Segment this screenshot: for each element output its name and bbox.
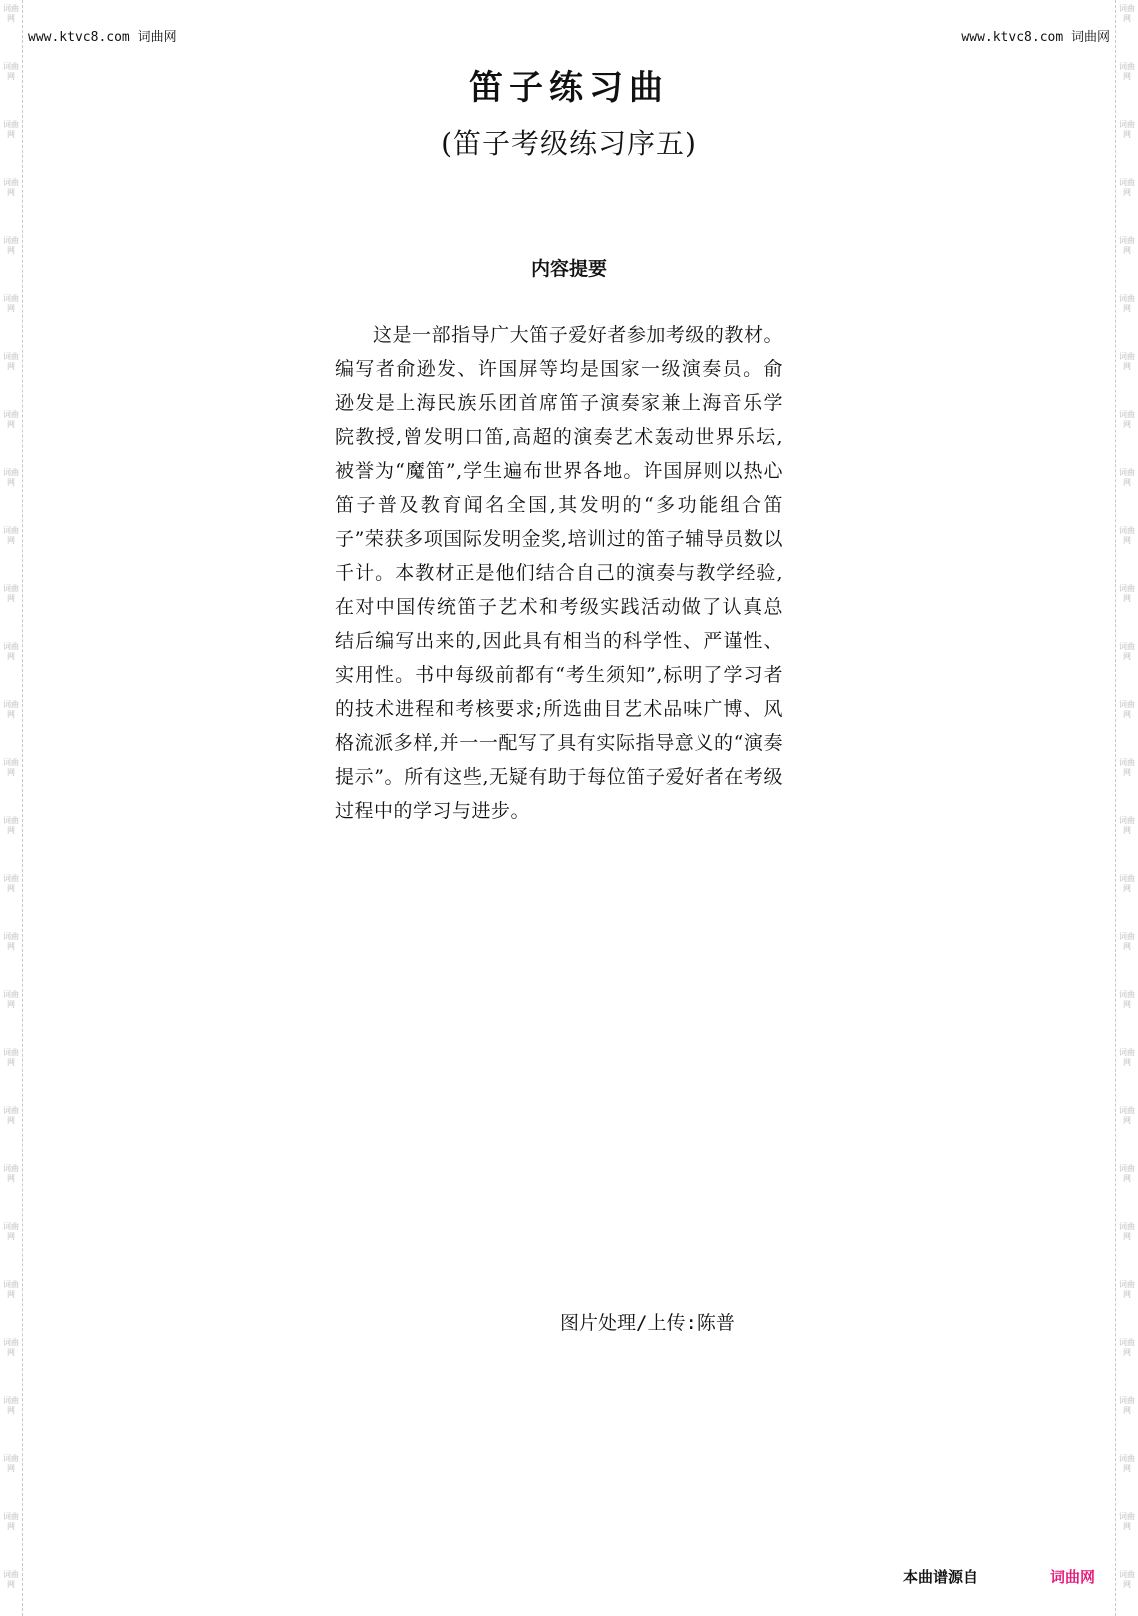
watermark-mark: 词曲网 <box>3 62 19 81</box>
watermark-mark: 词曲网 <box>1119 1222 1135 1241</box>
watermark-mark: 词曲网 <box>1119 874 1135 893</box>
watermark-mark: 词曲网 <box>3 642 19 661</box>
left-watermark-strip <box>0 0 23 1616</box>
watermark-mark: 词曲网 <box>3 526 19 545</box>
watermark-mark: 词曲网 <box>1119 294 1135 313</box>
header-url-left[interactable]: www.ktvc8.com 词曲网 <box>28 30 177 45</box>
watermark-mark: 词曲网 <box>3 352 19 371</box>
watermark-mark: 词曲网 <box>3 1512 19 1531</box>
watermark-mark: 词曲网 <box>3 932 19 951</box>
watermark-mark: 词曲网 <box>3 700 19 719</box>
watermark-mark: 词曲网 <box>1119 1338 1135 1357</box>
watermark-mark: 词曲网 <box>1119 642 1135 661</box>
watermark-mark: 词曲网 <box>3 758 19 777</box>
watermark-mark: 词曲网 <box>3 236 19 255</box>
watermark-mark: 词曲网 <box>1119 468 1135 487</box>
watermark-mark: 词曲网 <box>1119 1454 1135 1473</box>
watermark-mark: 词曲网 <box>1119 1396 1135 1415</box>
page-title: 笛子练习曲 <box>469 68 669 108</box>
watermark-mark: 词曲网 <box>1119 178 1135 197</box>
watermark-mark: 词曲网 <box>3 1280 19 1299</box>
abstract-body: 这是一部指导广大笛子爱好者参加考级的教材。编写者俞逊发、许国屏等均是国家一级演奏员。俞逊发是上海民族乐团首席笛子演奏家兼上海音乐学院教授,曾发明口笛,高超的演奏艺术轰动世界乐坛,被誉为“魔笛”,学生遍布世界各地。许国屏则以热心笛子普及教育闻名全国,其发明的“多功能组合笛子”荣获多项国际发明金奖,培训过的笛子辅导员数以千计。本教材正是他们结合自己的演奏与教学经验,在对中国传统笛子艺术和考级实践活动做了认真总结后编写出来的,因此具有相当的科学性、严谨性、实用性。书中每级前都有“考生须知”,标明了学习者的技术进程和考核要求;所选曲目艺术品味广博、风格流派多样,并一一配写了具有实际指导意义的“演奏提示”。所有这些,无疑有助于每位笛子爱好者在考级过程中的学习与进步。 <box>335 324 783 822</box>
watermark-mark: 词曲网 <box>1119 1570 1135 1589</box>
watermark-mark: 词曲网 <box>3 584 19 603</box>
watermark-mark: 词曲网 <box>1119 816 1135 835</box>
watermark-mark: 词曲网 <box>3 1338 19 1357</box>
watermark-mark: 词曲网 <box>1119 758 1135 777</box>
watermark-mark: 词曲网 <box>3 1048 19 1067</box>
watermark-mark: 词曲网 <box>1119 410 1135 429</box>
watermark-mark: 词曲网 <box>3 120 19 139</box>
watermark-mark: 词曲网 <box>3 1164 19 1183</box>
watermark-mark: 词曲网 <box>3 1106 19 1125</box>
header-url-right[interactable]: www.ktvc8.com 词曲网 <box>961 30 1110 45</box>
abstract-heading: 内容提要 <box>530 258 607 280</box>
footer-brand-link[interactable]: 词曲网 <box>1050 1568 1096 1586</box>
watermark-mark: 词曲网 <box>3 1570 19 1589</box>
right-watermark-strip <box>1115 0 1138 1616</box>
watermark-mark: 词曲网 <box>1119 526 1135 545</box>
watermark-mark: 词曲网 <box>1119 700 1135 719</box>
watermark-mark: 词曲网 <box>1119 120 1135 139</box>
watermark-mark: 词曲网 <box>1119 1048 1135 1067</box>
watermark-mark: 词曲网 <box>1119 4 1135 23</box>
page-subtitle: (笛子考级练习序五) <box>441 127 697 160</box>
watermark-mark: 词曲网 <box>1119 1280 1135 1299</box>
watermark-mark: 词曲网 <box>1119 584 1135 603</box>
watermark-mark: 词曲网 <box>1119 62 1135 81</box>
watermark-mark: 词曲网 <box>3 4 19 23</box>
watermark-mark: 词曲网 <box>1119 932 1135 951</box>
watermark-mark: 词曲网 <box>3 294 19 313</box>
watermark-mark: 词曲网 <box>3 178 19 197</box>
watermark-mark: 词曲网 <box>1119 1106 1135 1125</box>
watermark-mark: 词曲网 <box>3 816 19 835</box>
watermark-mark: 词曲网 <box>1119 1512 1135 1531</box>
watermark-mark: 词曲网 <box>1119 1164 1135 1183</box>
watermark-mark: 词曲网 <box>3 1454 19 1473</box>
watermark-mark: 词曲网 <box>3 468 19 487</box>
watermark-mark: 词曲网 <box>3 410 19 429</box>
watermark-mark: 词曲网 <box>1119 236 1135 255</box>
watermark-mark: 词曲网 <box>3 990 19 1009</box>
footer-source-label: 本曲谱源自 <box>903 1568 979 1586</box>
watermark-mark: 词曲网 <box>1119 352 1135 371</box>
watermark-mark: 词曲网 <box>1119 990 1135 1009</box>
watermark-mark: 词曲网 <box>3 1222 19 1241</box>
watermark-mark: 词曲网 <box>3 874 19 893</box>
upload-credit: 图片处理/上传:陈普 <box>560 1312 735 1334</box>
watermark-mark: 词曲网 <box>3 1396 19 1415</box>
